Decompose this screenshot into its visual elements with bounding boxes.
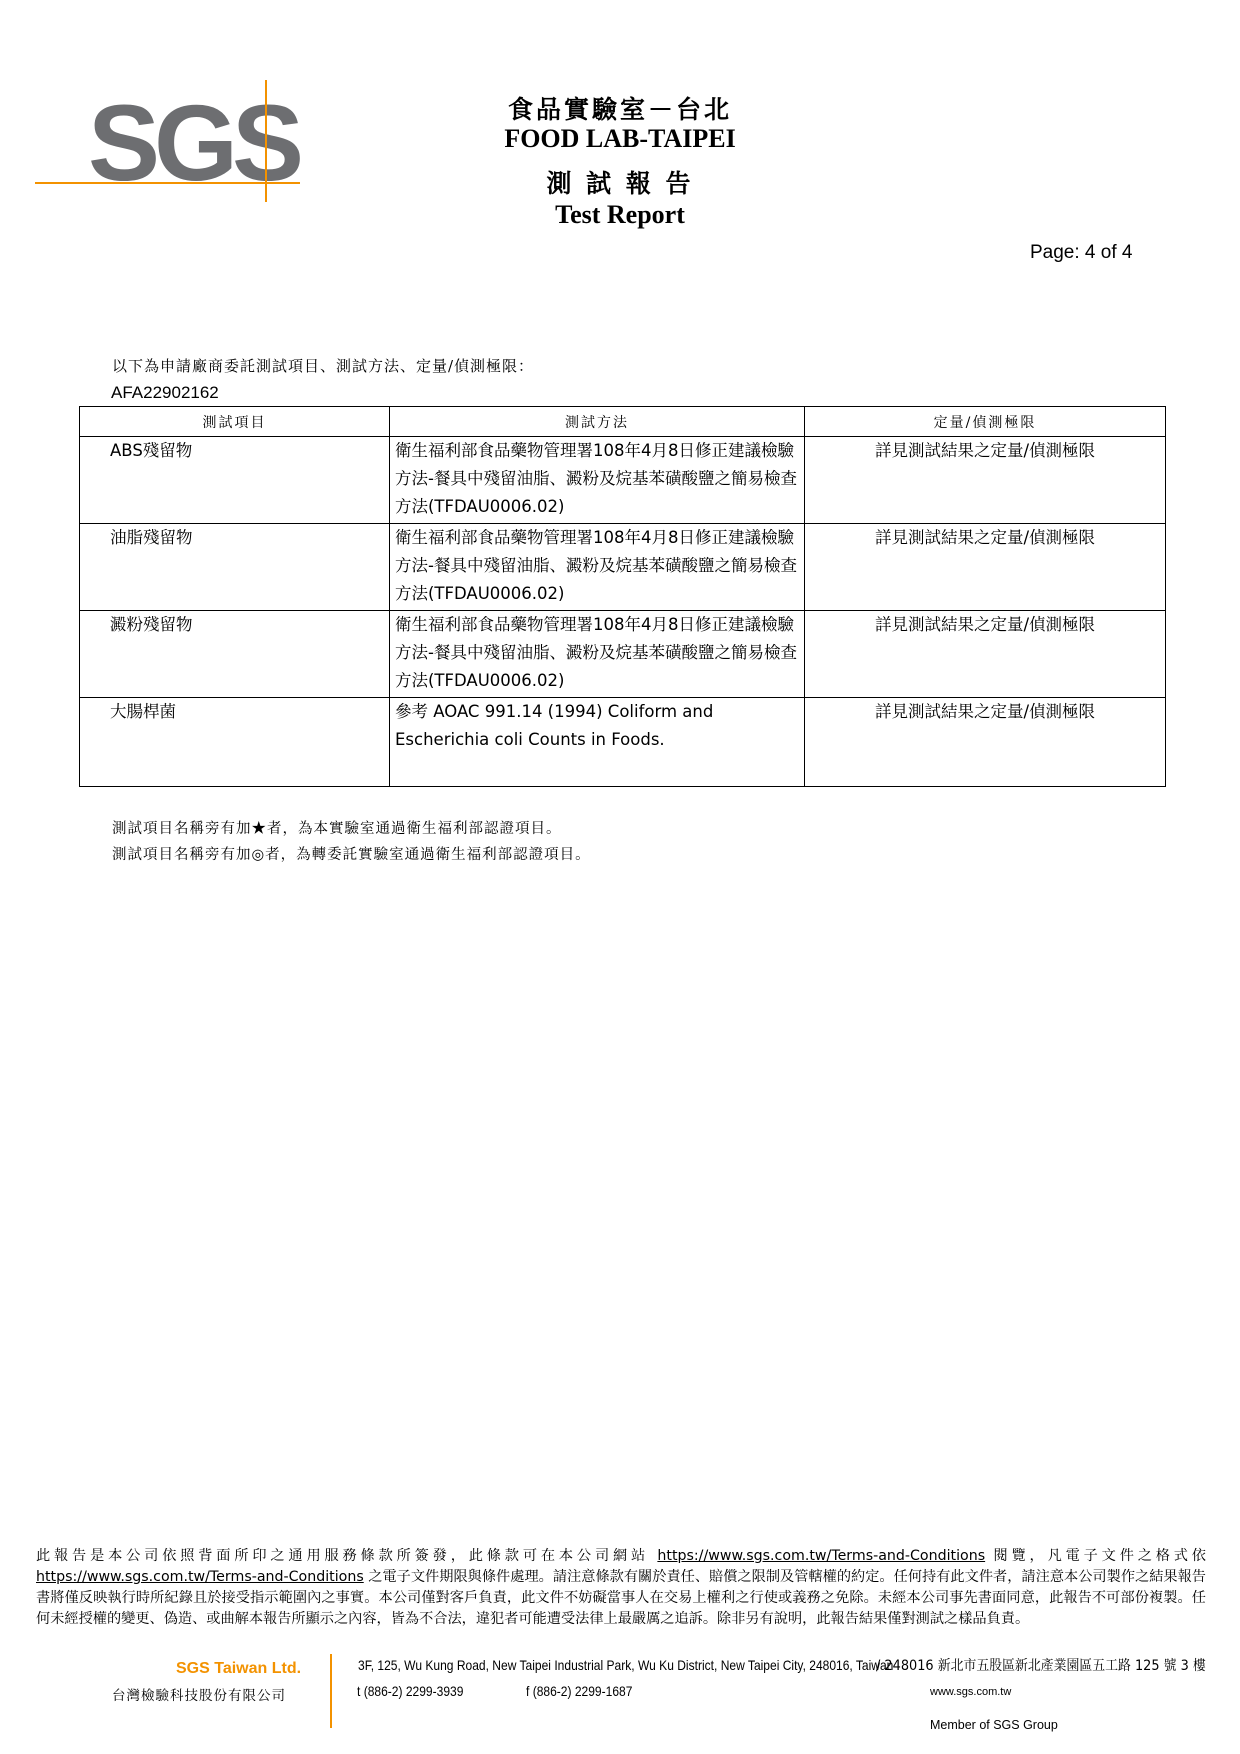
report-title-en: Test Report <box>555 200 685 229</box>
cell-test-item: 大腸桿菌 <box>80 698 390 787</box>
disclaimer-part-3: 之電子文件期限與條件處理。請注意條款有關於責任、賠償之限制及管轄權的約定。任何持有此文件者，請注意本公司製作之結果報告書將僅反映執行時所紀錄且於接受指示範圍內之事實。本公司僅對客戶負責，此文件不妨礙當事人在交易上權利之行使或義務之免除。未經本公司事先書面同意，此報告不可部份複製。任何未經授權的變更、偽造、或曲解本報告所顯示之內容，皆為不合法，違犯者可能遭受法律上最嚴厲之追訴。除非另有說明，此報告結果僅對測試之樣品負責。 <box>36 1569 1206 1627</box>
terms-link-2[interactable]: https://www.sgs.com.tw/Terms-and-Conditions <box>36 1569 364 1585</box>
cell-test-item: ABS殘留物 <box>80 437 390 524</box>
disclaimer-part-2: 閱覽，凡電子文件之格式依 <box>985 1548 1206 1564</box>
intro-text: 以下為申請廠商委託測試項目、測試方法、定量/偵測極限： <box>112 357 535 375</box>
page-number: Page: 4 of 4 <box>1030 242 1133 263</box>
lab-name-en: FOOD LAB-TAIPEI <box>504 124 736 153</box>
company-name-en: SGS Taiwan Ltd. <box>176 1660 302 1677</box>
report-number: AFA22902162 <box>111 383 219 402</box>
cell-test-method: 衛生福利部食品藥物管理署108年4月8日修正建議檢驗方法-餐具中殘留油脂、澱粉及烷基苯磺酸鹽之簡易檢查方法(TFDAU0006.02) <box>390 437 805 524</box>
header-detection-limit: 定量/偵測極限 <box>805 407 1166 437</box>
sgs-logo-text: SGS <box>88 82 299 203</box>
terms-link-1[interactable]: https://www.sgs.com.tw/Terms-and-Conditions <box>657 1548 986 1564</box>
note-star: 測試項目名稱旁有加★者，為本實驗室通過衛生福利部認證項目。 <box>112 821 562 837</box>
sgs-logo <box>0 0 320 220</box>
footer-divider <box>330 1654 332 1728</box>
cell-detection-limit: 詳見測試結果之定量/偵測極限 <box>805 437 1166 524</box>
header-test-item: 測試項目 <box>80 407 390 437</box>
cell-test-item: 澱粉殘留物 <box>80 611 390 698</box>
table-row <box>80 611 1166 698</box>
table-row <box>80 698 1166 787</box>
cell-test-method: 衛生福利部食品藥物管理署108年4月8日修正建議檢驗方法-餐具中殘留油脂、澱粉及烷基苯磺酸鹽之簡易檢查方法(TFDAU0006.02) <box>390 524 805 611</box>
cell-detection-limit: 詳見測試結果之定量/偵測極限 <box>805 698 1166 787</box>
disclaimer-text <box>36 1546 1206 1630</box>
cell-test-method: 參考 AOAC 991.14 (1994) Coliform and Escherichia coli Counts in Foods. <box>390 698 805 787</box>
disclaimer-part-1: 此報告是本公司依照背面所印之通用服務條款所簽發，此條款可在本公司網站 <box>36 1548 658 1564</box>
table-row <box>80 524 1166 611</box>
address-cn: / 248016 新北市五股區新北產業園區五工路 125 號 3 樓 <box>876 1658 1206 1674</box>
member-of-group: Member of SGS Group <box>930 1718 1058 1732</box>
header-test-method: 測試方法 <box>390 407 805 437</box>
report-title-cn: 測 試 報 告 <box>546 169 694 198</box>
cell-detection-limit: 詳見測試結果之定量/偵測極限 <box>805 611 1166 698</box>
cell-test-item: 油脂殘留物 <box>80 524 390 611</box>
table-row <box>80 437 1166 524</box>
company-name-cn: 台灣檢驗科技股份有限公司 <box>112 1688 286 1704</box>
website: www.sgs.com.tw <box>930 1686 1012 1698</box>
table-header-row <box>80 407 1166 437</box>
note-circle: 測試項目名稱旁有加◎者，為轉委託實驗室通過衛生福利部認證項目。 <box>112 847 591 863</box>
lab-name-cn: 食品實驗室－台北 <box>507 95 732 124</box>
cell-test-method: 衛生福利部食品藥物管理署108年4月8日修正建議檢驗方法-餐具中殘留油脂、澱粉及烷基苯磺酸鹽之簡易檢查方法(TFDAU0006.02) <box>390 611 805 698</box>
telephone: t (886-2) 2299-3939 <box>357 1683 464 1699</box>
test-items-table <box>79 406 1166 787</box>
cell-detection-limit: 詳見測試結果之定量/偵測極限 <box>805 524 1166 611</box>
address-en: 3F, 125, Wu Kung Road, New Taipei Industrial Park, Wu Ku District, New Taipei City, 248016, Taiwan <box>358 1657 894 1673</box>
fax: f (886-2) 2299-1687 <box>526 1683 633 1699</box>
